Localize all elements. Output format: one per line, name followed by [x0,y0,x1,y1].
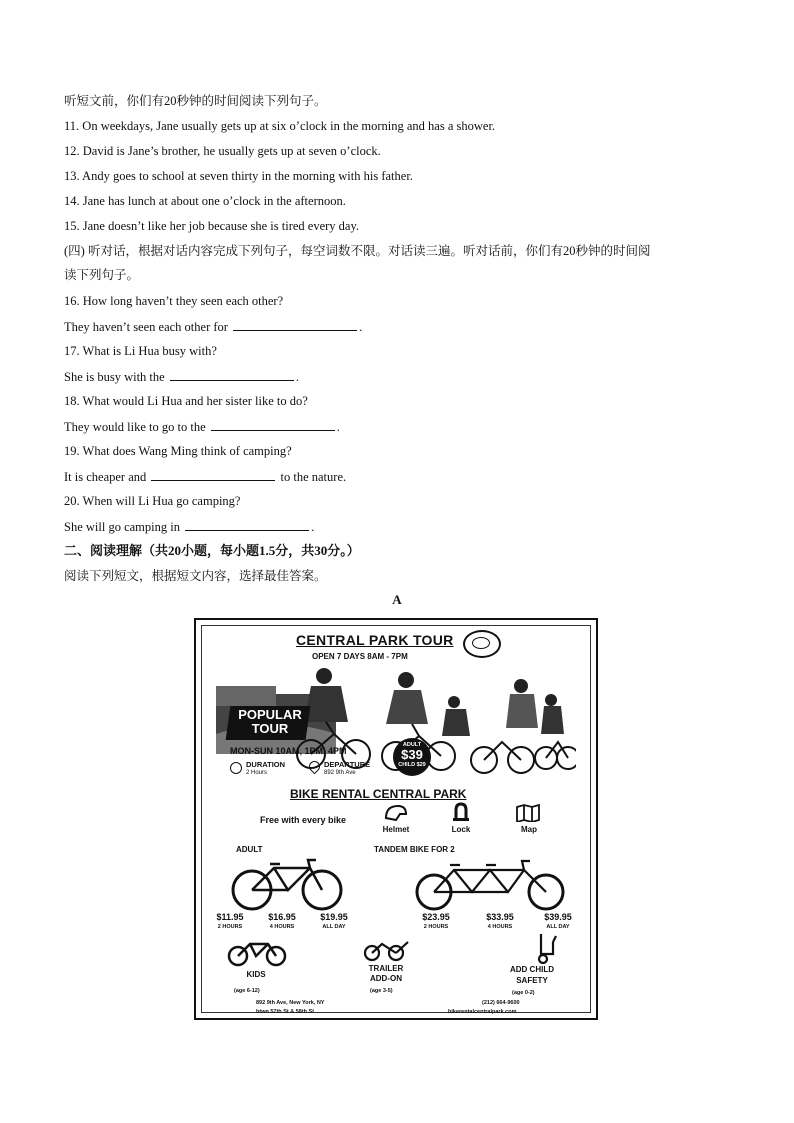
badge-top: ADULT [402,742,422,748]
intro-line: 听短文前，你们有20秒钟的时间阅读下列句子。 [64,94,327,108]
answer-line-16 [64,318,362,335]
clock-icon [230,762,242,774]
address-line-2: btwn 57th St & 58th St [256,1009,315,1015]
question-19: 19. What does Wang Ming think of camping? [64,444,292,458]
passage-label: A [392,592,402,607]
adult-duration-4h: 4 HOURS [269,924,295,930]
bike-tour-poster [194,618,598,1020]
address-line-1: 892 9th Ave, New York, NY [256,1000,325,1006]
map-icon [516,804,540,822]
answer-blank-16[interactable] [233,318,357,331]
tandem-price-2h: $23.95 [422,912,450,922]
question-20: 20. When will Li Hua go camping? [64,494,241,508]
child-safety-age: (age 0-2) [512,990,535,996]
tandem-bike-label: TANDEM BIKE FOR 2 [374,845,455,854]
tandem-duration-4h: 4 HOURS [487,924,513,930]
answer-18-pre: They would like to go to the [64,420,206,434]
section2-title: 二、阅读理解（共20小题，每小题1.5分，共30分。） [64,543,360,558]
child-seat-icon [536,932,558,964]
kids-label: KIDS [246,970,266,979]
map-label: Map [521,825,537,834]
question-16: 16. How long haven’t they seen each other? [64,294,284,308]
adult-bike-icon [230,856,344,912]
answer-blank-19[interactable] [151,468,275,481]
statement-11: 11. On weekdays, Jane usually gets up at six o’clock in the morning and has a shower. [64,119,496,133]
answer-19-post: to the nature. [280,470,347,484]
adult-bike-label: ADULT [236,845,263,854]
answer-16-post: . [359,320,363,334]
answer-line-17 [64,368,299,385]
duration-value: 2 Hours [246,770,268,776]
answer-blank-20[interactable] [185,518,309,531]
duration-label: DURATION [246,760,286,769]
answer-16-pre: They haven’t seen each other for [64,320,228,334]
part4-instruction-2: 读下列句子。 [64,268,140,282]
kids-bike-icon [226,938,288,968]
adult-duration-2h: 2 HOURS [217,924,243,930]
poster-logo-seal [463,630,501,658]
tour-times: MON-SUN 10AM, 1PM, 4PM [230,746,347,756]
poster-title: CENTRAL PARK TOUR [296,632,454,648]
answer-17-pre: She is busy with the [64,370,165,384]
adult-price-4h: $16.95 [268,912,296,922]
free-with-bike: Free with every bike [260,815,347,825]
poster-open-hours: OPEN 7 DAYS 8AM - 7PM [312,652,408,661]
tandem-bike-icon [414,856,566,912]
departure-value: 892 9th Ave [324,770,356,776]
adult-duration-allday: ALL DAY [322,924,346,930]
answer-line-19 [64,468,346,485]
banner-line-2: TOUR [251,721,289,736]
answer-18-post: . [336,420,340,434]
kids-age: (age 6-12) [234,988,260,994]
trailer-age: (age 3-5) [370,988,393,994]
child-safety-label-2: SAFETY [516,976,548,985]
statement-14: 14. Jane has lunch at about one o’clock in the afternoon. [64,194,346,208]
statement-12: 12. David is Jane’s brother, he usually gets up at seven o’clock. [64,144,381,158]
popular-tour-banner-text [234,708,306,736]
lock-label: Lock [451,825,471,834]
departure-label: DEPARTURE [324,760,371,769]
trailer-label-2: ADD-ON [370,974,402,983]
rental-title: BIKE RENTAL CENTRAL PARK [290,787,467,801]
badge-price: $39 [401,747,423,762]
tandem-price-allday: $39.95 [544,912,572,922]
statement-13: 13. Andy goes to school at seven thirty in the morning with his father. [64,169,413,183]
child-safety-label-1: ADD CHILD [510,965,554,974]
badge-bottom: CHILD $29 [398,762,426,768]
answer-line-20 [64,518,314,535]
tour-price-badge [393,738,431,776]
helmet-label: Helmet [382,825,410,834]
section2-instruction: 阅读下列短文，根据短文内容，选择最佳答案。 [64,569,327,583]
tandem-duration-2h: 2 HOURS [423,924,449,930]
lock-icon [452,802,470,822]
answer-19-pre: It is cheaper and [64,470,147,484]
trailer-icon [362,938,412,962]
answer-20-post: . [311,520,315,534]
adult-price-allday: $19.95 [320,912,348,922]
tandem-duration-allday: ALL DAY [546,924,570,930]
question-18: 18. What would Li Hua and her sister like to do? [64,394,308,408]
trailer-label-1: TRAILER [368,964,404,973]
adult-price-2h: $11.95 [216,912,244,922]
helmet-icon [384,804,408,822]
answer-17-post: . [295,370,299,384]
question-17: 17. What is Li Hua busy with? [64,344,217,358]
answer-line-18 [64,418,340,435]
part4-instruction-1: (四) 听对话，根据对话内容完成下列句子，每空词数不限。对话读三遍。听对话前，你们有20秒钟的时间阅 [64,244,651,258]
statement-15: 15. Jane doesn’t like her job because she is tired every day. [64,219,360,233]
answer-blank-17[interactable] [170,368,294,381]
website: bikerentalcentralpark.com [448,1009,517,1015]
answer-blank-18[interactable] [211,418,335,431]
phone-number: (212) 664-9600 [482,1000,520,1006]
banner-line-1: POPULAR [238,707,302,722]
tandem-price-4h: $33.95 [486,912,514,922]
answer-20-pre: She will go camping in [64,520,180,534]
